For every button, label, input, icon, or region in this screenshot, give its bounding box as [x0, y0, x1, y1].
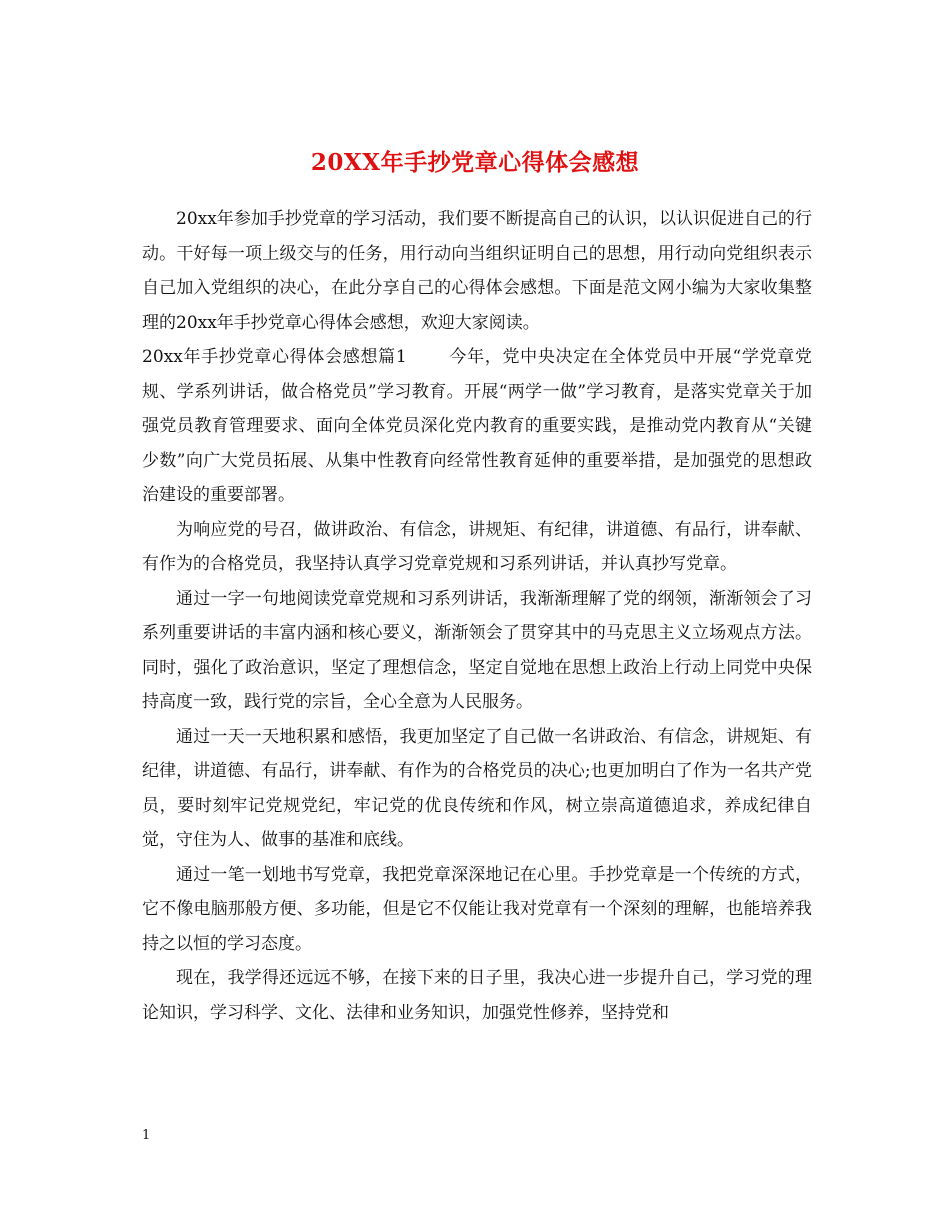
section-paragraph [142, 340, 812, 513]
section-heading: 20xx年手抄党章心得体会感想篇1 [142, 347, 407, 367]
document-title: 20XX年手抄党章心得体会感想 [310, 149, 640, 177]
body-paragraph: 通过一笔一划地书写党章，我把党章深深地记在心里。手抄党章是一个传统的方式，它不像电脑那般方便、多功能，但是它不仅能让我对党章有一个深刻的理解，也能培养我持之以恒的学习态度。 [142, 864, 812, 954]
body-paragraph: 通过一字一句地阅读党章党规和习系列讲话，我渐渐理解了党的纲领，渐渐领会了习系列重要讲话的丰富内涵和核心要义，渐渐领会了贯穿其中的马克思主义立场观点方法。同时，强化了政治意识，坚定了理想信念，坚定自觉地在思想上政治上行动上同党中央保持高度一致，践行党的宗旨，全心全意为人民服务。 [142, 588, 812, 712]
document-body [142, 202, 812, 1030]
page-number: 1 [142, 1128, 151, 1143]
body-paragraph: 现在，我学得还远远不够，在接下来的日子里，我决心进一步提升自己，学习党的理论知识，学习科学、文化、法律和业务知识，加强党性修养，坚持党和 [142, 968, 812, 1023]
body-paragraph: 为响应党的号召，做讲政治、有信念，讲规矩、有纪律，讲道德、有品行，讲奉献、有作为的合格党员，我坚持认真学习党章党规和习系列讲话，并认真抄写党章。 [142, 519, 812, 574]
body-paragraph: 通过一天一天地积累和感悟，我更加坚定了自己做一名讲政治、有信念，讲规矩、有纪律，讲道德、有品行，讲奉献、有作为的合格党员的决心;也更加明白了作为一名共产党员，要时刻牢记党规党纪，牢记党的优良传统和作风，树立崇高道德追求，养成纪律自觉，守住为人、做事的基准和底线。 [142, 726, 812, 850]
section-text: 今年，党中央决定在全体党员中开展“学党章党规、学系列讲话，做合格党员”学习教育。开展“两学一做”学习教育，是落实党章关于加强党员教育管理要求、面向全体党员深化党内教育的重要实践，是推动党内教育从“关键少数”向广大党员拓展、从集中性教育向经常性教育延伸的重要举措，是加强党的思想政治建设的重要部署。 [142, 347, 812, 505]
intro-paragraph: 20xx年参加手抄党章的学习活动，我们要不断提高自己的认识，以认识促进自己的行动。干好每一项上级交与的任务，用行动向当组织证明自己的思想，用行动向党组织表示自己加入党组织的决心，在此分享自己的心得体会感想。下面是范文网小编为大家收集整理的20xx年手抄党章心得体会感想，欢迎大家阅读。 [142, 209, 812, 333]
